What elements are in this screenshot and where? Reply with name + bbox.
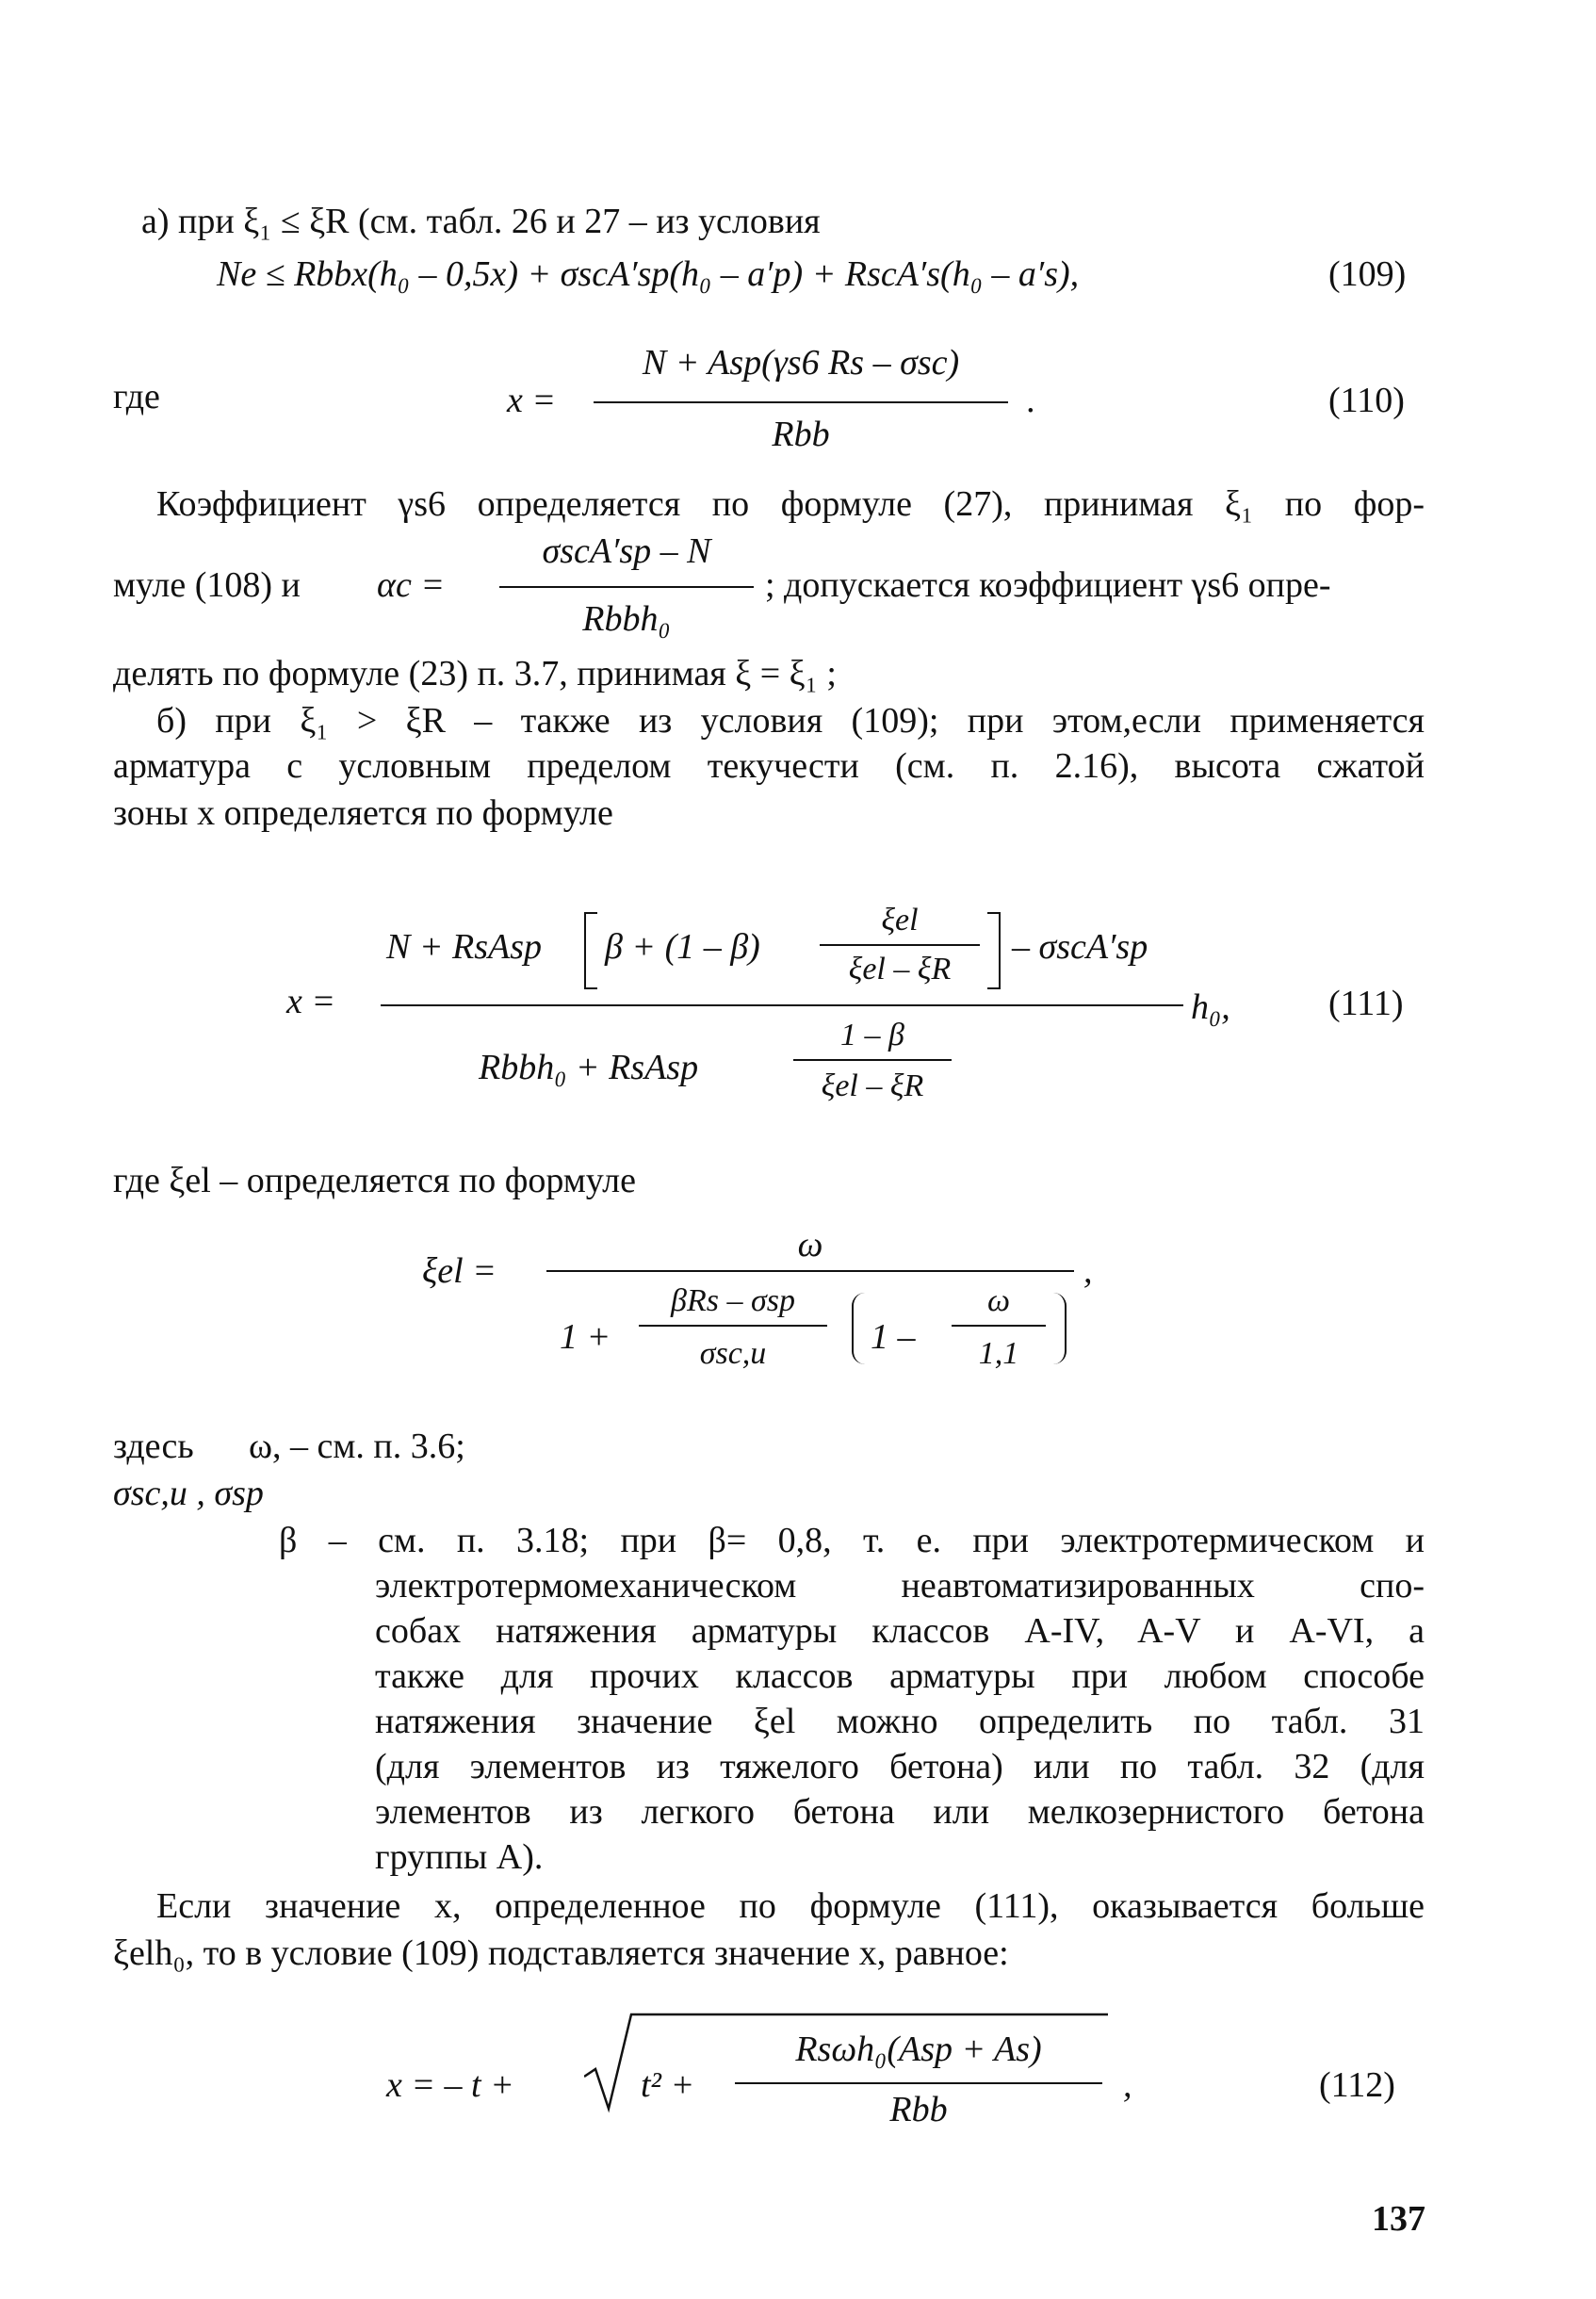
text-line-b-1: б) при ξ₁ > ξR – также из условия (109); при этом,если применяется [156, 701, 1425, 741]
text-esli-1: Если значение x, определенное по формуле (111), оказывается больше [156, 1886, 1425, 1926]
text-beta-8: группы А). [375, 1837, 544, 1877]
xi-el-right-paren [1051, 1293, 1067, 1364]
text-beta-1: β – см. п. 3.18; при β= 0,8, т. е. при электротермическом и [279, 1521, 1425, 1560]
xi-el-inner-numerator: βRs – σsp [671, 1283, 795, 1318]
equation-110-denominator: Rbb [772, 415, 830, 454]
text-line-gde-xi: где ξel – определяется по формуле [113, 1161, 636, 1200]
text-beta-2: электротермомеханическом неавтоматизированных спо- [375, 1566, 1425, 1606]
text-line-b-2: арматура с условным пределом текучести (см. п. 2.16), высота сжатой [113, 746, 1425, 786]
xi-el-paren-a: 1 – [871, 1317, 916, 1357]
xi-el-fraction-bar [546, 1270, 1074, 1272]
equation-111-top-c: – σscA′sp [1012, 927, 1148, 967]
equation-109-number: (109) [1328, 254, 1407, 294]
equation-111-top-a: N + RsAsp [386, 927, 542, 967]
equation-110-numerator: N + Asp(γs6 Rs – σsc) [642, 343, 960, 383]
text-zdes: здесь [113, 1427, 194, 1466]
xi-el-paren-bar [952, 1325, 1046, 1327]
equation-111-lhs: x = [286, 982, 336, 1021]
xi-el-bottom-a: 1 + [560, 1317, 611, 1357]
text-beta-6: (для элементов из тяжелого бетона) или по табл. 32 (для [375, 1747, 1425, 1786]
equation-110-number: (110) [1328, 381, 1405, 420]
alpha-numerator: σscA′sp – N [542, 531, 711, 571]
equation-112-fraction-bar [735, 2082, 1102, 2084]
xi-el-inner-denominator: σsc,u [699, 1336, 767, 1371]
equation-111-number: (111) [1328, 984, 1404, 1023]
alpha-fraction-bar [499, 586, 754, 588]
text-line-b-3: зоны x определяется по формуле [113, 793, 613, 833]
alpha-lhs: αc = [377, 565, 445, 605]
text-zdes-omega: ω, – см. п. 3.6; [249, 1427, 465, 1466]
equation-111-top-b: β + (1 – β) [605, 927, 760, 967]
text-beta-7: элементов из легкого бетона или мелкозернистого бетона [375, 1792, 1425, 1832]
text-line-koef: Коэффициент γs6 определяется по формуле (27), принимая ξ₁ по фор- [156, 484, 1425, 524]
text-line-delyat: делять по формуле (23) п. 3.7, принимая ξ = ξ₁ ; [113, 654, 837, 693]
xi-el-left-paren [852, 1293, 867, 1364]
equation-111-inner-denominator: ξel – ξR [848, 952, 952, 986]
xi-el-paren-denominator: 1,1 [978, 1336, 1019, 1371]
xi-el-inner-bar [639, 1325, 827, 1327]
xi-el-lhs: ξel = [422, 1251, 497, 1291]
equation-112-denominator: Rbb [889, 2090, 948, 2129]
equation-111-inner-numerator: ξel [881, 903, 919, 938]
text-beta-5: натяжения значение ξel можно определить по табл. 31 [375, 1702, 1425, 1741]
text-line-mule: муле (108) и [113, 565, 301, 605]
xi-el-paren-numerator: ω [986, 1283, 1010, 1318]
equation-111-bottom-frac-numerator: 1 – β [840, 1018, 904, 1052]
equation-111-bottom-a: Rbbh₀ + RsAsp [479, 1048, 699, 1087]
equation-111-rhs: h₀, [1191, 987, 1230, 1027]
text-line-a-condition: а) при ξ₁ ≤ ξR (см. табл. 26 и 27 – из условия [141, 202, 821, 241]
text-esli-2: ξelh₀, то в условие (109) подставляется значение x, равное: [113, 1933, 1009, 1973]
equation-111-bottom-frac-denominator: ξel – ξR [821, 1068, 924, 1103]
equation-110-dot: . [1027, 381, 1036, 420]
equation-112-t2: t² + [641, 2065, 695, 2105]
equation-109: Ne ≤ Rbbx(h₀ – 0,5x) + σscA′sp(h₀ – a′p) + RscA′s(h₀ – a′s), [217, 254, 1080, 294]
equation-112-comma: , [1123, 2065, 1132, 2105]
page-number: 137 [1372, 2199, 1425, 2239]
equation-111-left-bracket [584, 912, 597, 989]
equation-112-lhs: x = – t + [386, 2065, 514, 2105]
text-line-koef-tail: ; допускается коэффициент γs6 опре- [765, 565, 1331, 605]
equation-110-fraction-bar [594, 401, 1008, 403]
text-sigma-label: σsc,u , σsp [113, 1474, 264, 1513]
text-gde-110: где [113, 377, 160, 416]
equation-111-right-bracket [987, 912, 1001, 989]
text-beta-4: также для прочих классов арматуры при любом способе [375, 1656, 1425, 1696]
equation-111-fraction-bar [381, 1004, 1183, 1006]
equation-111-bottom-frac-bar [793, 1059, 952, 1061]
equation-110-lhs: x = [507, 381, 557, 420]
equation-111-inner-bar [820, 944, 980, 946]
text-beta-3: собах натяжения арматуры классов A-IV, A-V и A-VI, а [375, 1611, 1425, 1651]
xi-el-comma: , [1083, 1251, 1093, 1291]
equation-112-numerator: Rsωh₀(Asp + As) [795, 2030, 1042, 2069]
equation-112-number: (112) [1319, 2065, 1395, 2105]
alpha-denominator: Rbbh₀ [582, 599, 671, 639]
xi-el-numerator: ω [797, 1225, 823, 1264]
